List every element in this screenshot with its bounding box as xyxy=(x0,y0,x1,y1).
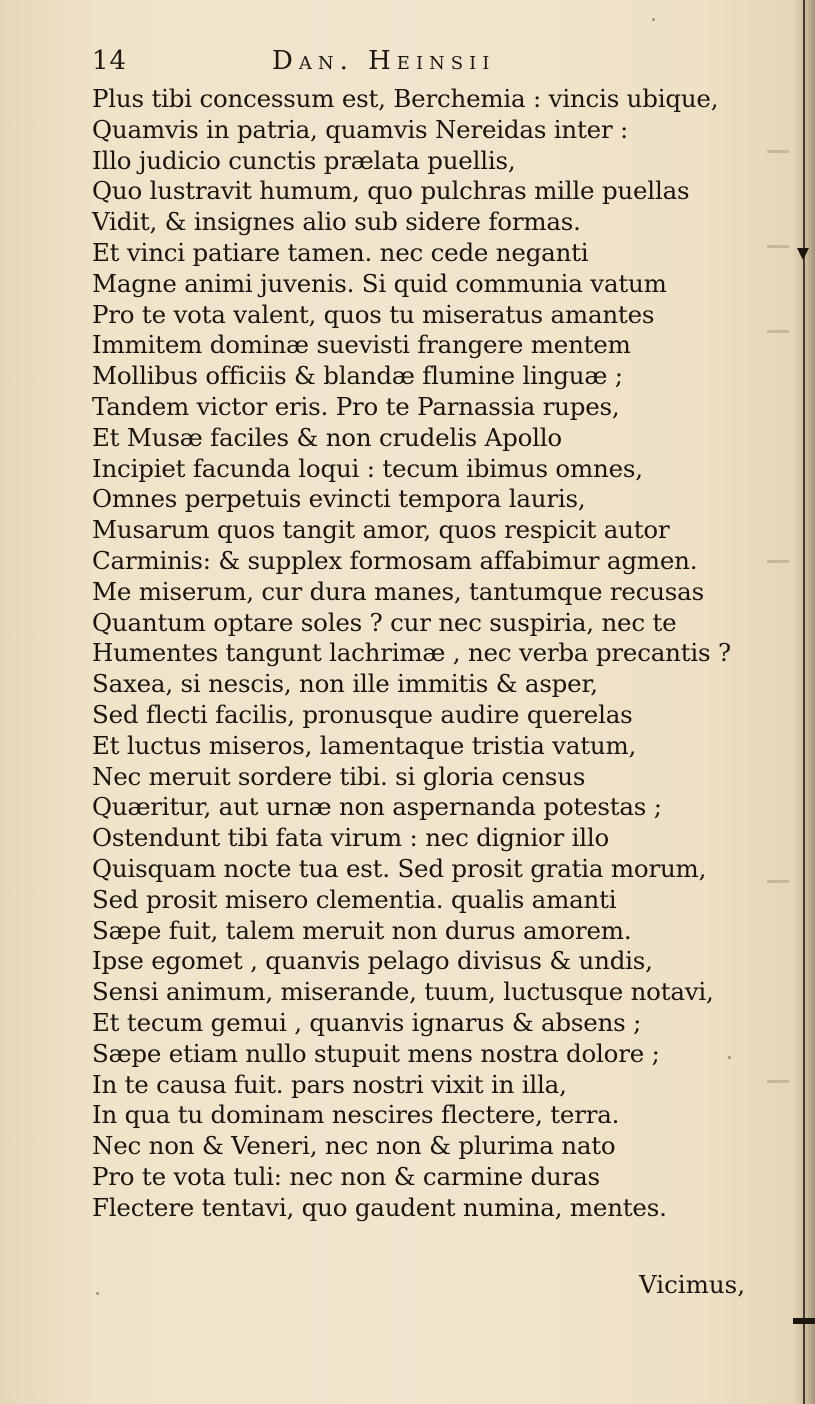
verse-line: Omnes perpetuis evincti tempora lauris, xyxy=(92,484,586,514)
verse-line: Quæritur, aut urnæ non aspernanda potestas ; xyxy=(92,792,662,822)
verse-line: Quisquam nocte tua est. Sed prosit gratia morum, xyxy=(92,853,707,883)
verse-line: In qua tu dominam nescires flectere, terra. xyxy=(92,1100,620,1130)
verse-line: Pro te vota tuli: nec non & carmine duras xyxy=(92,1161,600,1191)
verse-line: Nec meruit sordere tibi. si gloria census xyxy=(92,761,586,791)
verse-line: Sensi animum, miserande, tuum, luctusque notavi, xyxy=(92,977,714,1007)
verse-line: Immitem dominæ suevisti frangere mentem xyxy=(92,330,631,360)
verse-block xyxy=(92,84,752,1223)
verse-line: Tandem victor eris. Pro te Parnassia rupes, xyxy=(92,391,620,421)
verse-line: Sed prosit misero clementia. qualis amanti xyxy=(92,884,617,914)
verse-line: Sæpe etiam nullo stupuit mens nostra dolore ; xyxy=(92,1038,660,1068)
verse-line: Carminis: & supplex formosam affabimur agmen. xyxy=(92,545,698,575)
verse-line: Et vinci patiare tamen. nec cede neganti xyxy=(92,237,589,267)
verse-line: In te causa fuit. pars nostri vixit in illa, xyxy=(92,1069,567,1099)
verse-line: Et tecum gemui , quanvis ignarus & absens ; xyxy=(92,1007,642,1037)
verse-line: Saxea, si nescis, non ille immitis & asper, xyxy=(92,669,598,699)
running-title: Dan. Heinsii xyxy=(272,46,496,76)
verse-line: Et luctus miseros, lamentaque tristia vatum, xyxy=(92,730,637,760)
ink-bleed-mark xyxy=(767,880,789,883)
verse-line: Sæpe fuit, talem meruit non durus amorem. xyxy=(92,915,632,945)
verse-line: Sed flecti facilis, pronusque audire querelas xyxy=(92,699,633,729)
paper-speck xyxy=(652,18,655,21)
paper-speck xyxy=(728,1056,731,1059)
verse-line: Plus tibi concessum est, Berchemia : vincis ubique, xyxy=(92,84,719,113)
running-head xyxy=(92,46,752,86)
verse-line: Et Musæ faciles & non crudelis Apollo xyxy=(92,422,562,452)
verse-line: Humentes tangunt lachrimæ , nec verba precantis ? xyxy=(92,638,731,668)
page-edge xyxy=(803,0,805,1404)
ink-bleed-mark xyxy=(767,245,789,248)
verse-line: Ipse egomet , quanvis pelago divisus & undis, xyxy=(92,946,653,976)
verse-line: Musarum quos tangit amor, quos respicit autor xyxy=(92,515,670,545)
ink-bleed-mark xyxy=(767,330,789,333)
verse-line: Me miserum, cur dura manes, tantumque recusas xyxy=(92,576,704,606)
verse-line: Mollibus officiis & blandæ flumine linguæ ; xyxy=(92,361,623,391)
verse-line: Quantum optare soles ? cur nec suspiria, nec te xyxy=(92,607,677,637)
ink-bleed-mark xyxy=(767,150,789,153)
verse-line: Magne animi juvenis. Si quid communia vatum xyxy=(92,268,667,298)
verse-line: Pro te vota valent, quos tu miseratus amantes xyxy=(92,299,655,329)
verse-line: Illo judicio cunctis prælata puellis, xyxy=(92,145,516,175)
paper-speck xyxy=(96,1292,99,1295)
verse-line: Nec non & Veneri, nec non & plurima nato xyxy=(92,1131,616,1161)
verse-line: Incipiet facunda loqui : tecum ibimus omnes, xyxy=(92,453,643,483)
verse-line: Ostendunt tibi fata virum : nec dignior illo xyxy=(92,823,610,853)
ink-bleed-mark xyxy=(767,560,789,563)
verse-line: Quamvis in patria, quamvis Nereidas inter : xyxy=(92,114,629,144)
page-edge-tab xyxy=(793,1318,815,1324)
margin-pointer-icon xyxy=(797,248,809,260)
page-number: 14 xyxy=(92,46,128,76)
verse-line: Vidit, & insignes alio sub sidere formas. xyxy=(92,207,581,237)
verse-line: Flectere tentavi, quo gaudent numina, mentes. xyxy=(92,1192,667,1222)
verse-line: Quo lustravit humum, quo pulchras mille puellas xyxy=(92,176,690,206)
ink-bleed-mark xyxy=(767,1080,789,1083)
catchword: Vicimus, xyxy=(638,1270,745,1299)
